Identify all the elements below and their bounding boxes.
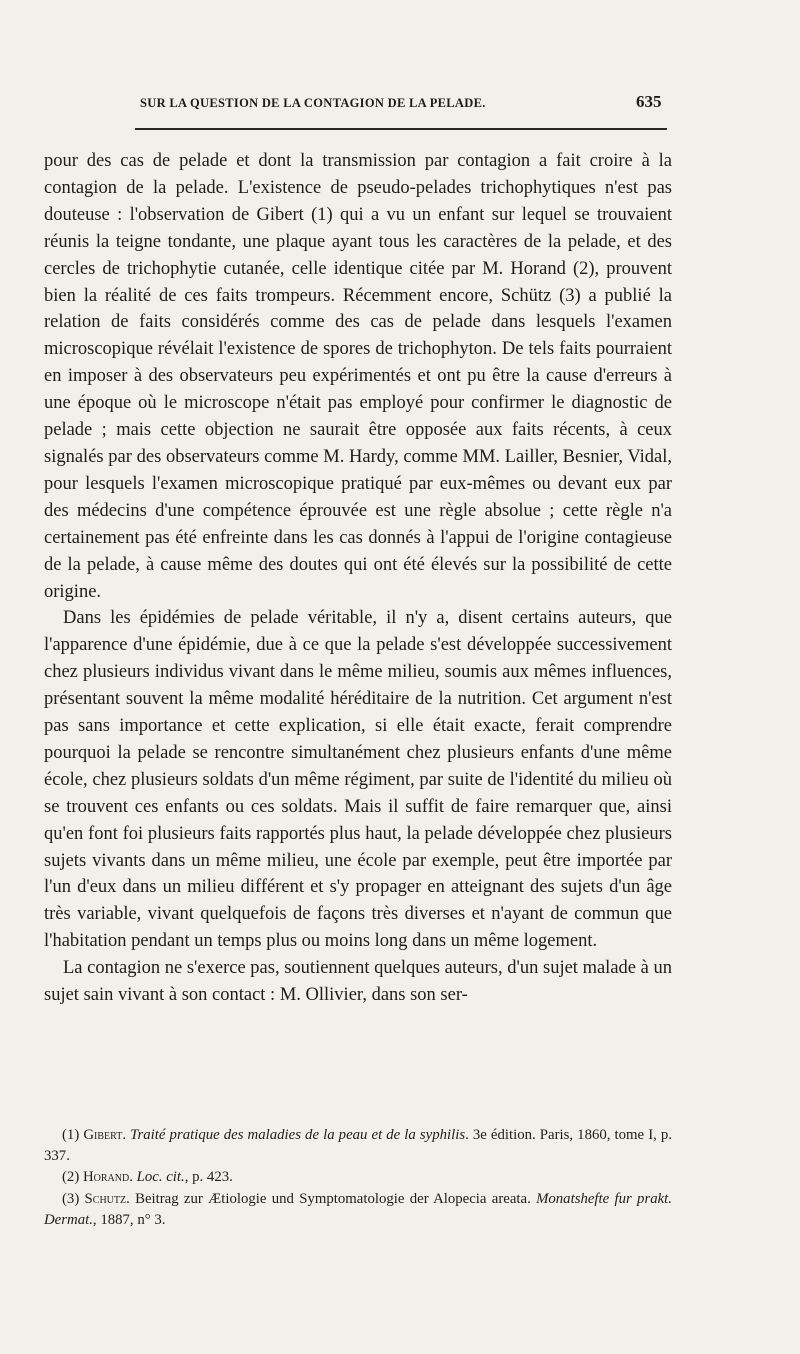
running-title: SUR LA QUESTION DE LA CONTAGION DE LA PELADE. — [140, 96, 486, 110]
footnote-title: Beitrag zur Ætiologie und Symptomatologie der Alopecia areata. — [135, 1190, 531, 1207]
footnote-journal: Monatshefte fur prakt. Dermat. — [44, 1190, 672, 1228]
page-number: 635 — [636, 92, 662, 111]
paragraph-2: Dans les épidémies de pelade véritable, il n'y a, disent certains auteurs, que l'apparence d'une épidémie, due à ce que la pelade s'est développée successivement chez plusieurs individus vivant dans le même milieu, soumis aux mêmes influences, présentant souvent la même modalité héréditaire de la nutrition. Cet argument n'est pas sans importance et cette explication, si elle était exacte, ferait comprendre pourquoi la pelade se rencontre simultanément chez plusieurs enfants d'une même école, chez plusieurs soldats d'un même régiment, par suite de l'identité du milieu où se trouvent ces enfants ou ces soldats. Mais il suffit de faire remarquer que, ainsi qu'en font foi plusieurs faits rapportés plus haut, la pelade développée chez plusieurs sujets vivants dans un même milieu, une école par exemple, peut être importée par l'un d'eux dans un milieu différent et s'y propager en atteignant des sujets d'un âge très variable, vivant quelquefois de façons très diverses et n'ayant de commun que l'habitation pendant un temps plus ou moins long dans un même logement. — [44, 608, 672, 952]
footnote-marker: (2) — [62, 1169, 80, 1186]
footnote-details: , 1887, n° 3. — [92, 1211, 166, 1228]
footnote-title: Loc. cit. — [136, 1169, 185, 1186]
footnote-details: 3e édition. Paris, 1860, tome I, p. 337. — [44, 1127, 672, 1165]
footnote-author: Horand — [82, 1169, 130, 1186]
footnote-3: (3) Schutz. Beitrag zur Ætiologie und Symptomatologie der Alopecia areata. Monatshefte fur prakt. Dermat., 1887, n° 3. — [44, 1190, 672, 1228]
footnote-1: (1) Gibert. Traité pratique des maladies de la peau et de la syphilis. 3e édition. Paris, 1860, tome I, p. 337. — [44, 1127, 672, 1165]
footnote-author: Gibert — [83, 1127, 123, 1143]
footnote-marker: (3) — [62, 1190, 80, 1207]
footnote-marker: (1) — [62, 1127, 80, 1143]
paragraph-3: La contagion ne s'exerce pas, soutiennent quelques auteurs, d'un sujet malade à un sujet sain vivant à son contact : M. Ollivier, dans son ser- — [44, 958, 672, 1006]
header-rule — [135, 128, 667, 130]
paragraph-1: pour des cas de pelade et dont la transmission par contagion a fait croire à la contagion de la pelade. L'existence de pseudo-pelades trichophytiques n'est pas douteuse : l'observation de Gibert (1) qui a vu un enfant sur lequel se trouvaient réunis la teigne tondante, une plaque ayant tous les caractères de la pelade, et des cercles de trichophytie cutanée, celle identique citée par M. Horand (2), prouvent bien la réalité de ces faits trompeurs. Récemment encore, Schütz (3) a publié la relation de faits considérés comme des cas de pelade dans lesquels l'examen microscopique révélait l'existence de spores de trichophyton. De tels faits pourraient en imposer à des observateurs peu expérimentés et ont pu être la cause d'erreurs à une époque où le microscope n'était pas employé pour confirmer le diagnostic de pelade ; mais cette objection ne saurait être opposée aux faits récents, à ceux signalés par des observateurs comme M. Hardy, comme MM. Lailler, Besnier, Vidal, pour lesquels l'examen microscopique pratiqué par eux-mêmes ou devant eux par des médecins d'une compétence éprouvée est une règle absolue ; cette règle n'a certainement pas été enfreinte dans les cas donnés à l'appui de l'origine contagieuse de la pelade, à cause même des doutes qui ont été élevés sur la possibilité de cette origine. — [44, 151, 672, 602]
footnote-2: (2) Horand. Loc. cit., p. 423. — [62, 1169, 233, 1186]
footnote-author: Schutz — [84, 1190, 127, 1207]
body-text — [44, 148, 672, 1009]
footnote-title: Traité pratique des maladies de la peau et de la syphilis — [130, 1127, 466, 1143]
footnote-details: , p. 423. — [184, 1169, 233, 1186]
footnotes — [44, 1125, 672, 1231]
